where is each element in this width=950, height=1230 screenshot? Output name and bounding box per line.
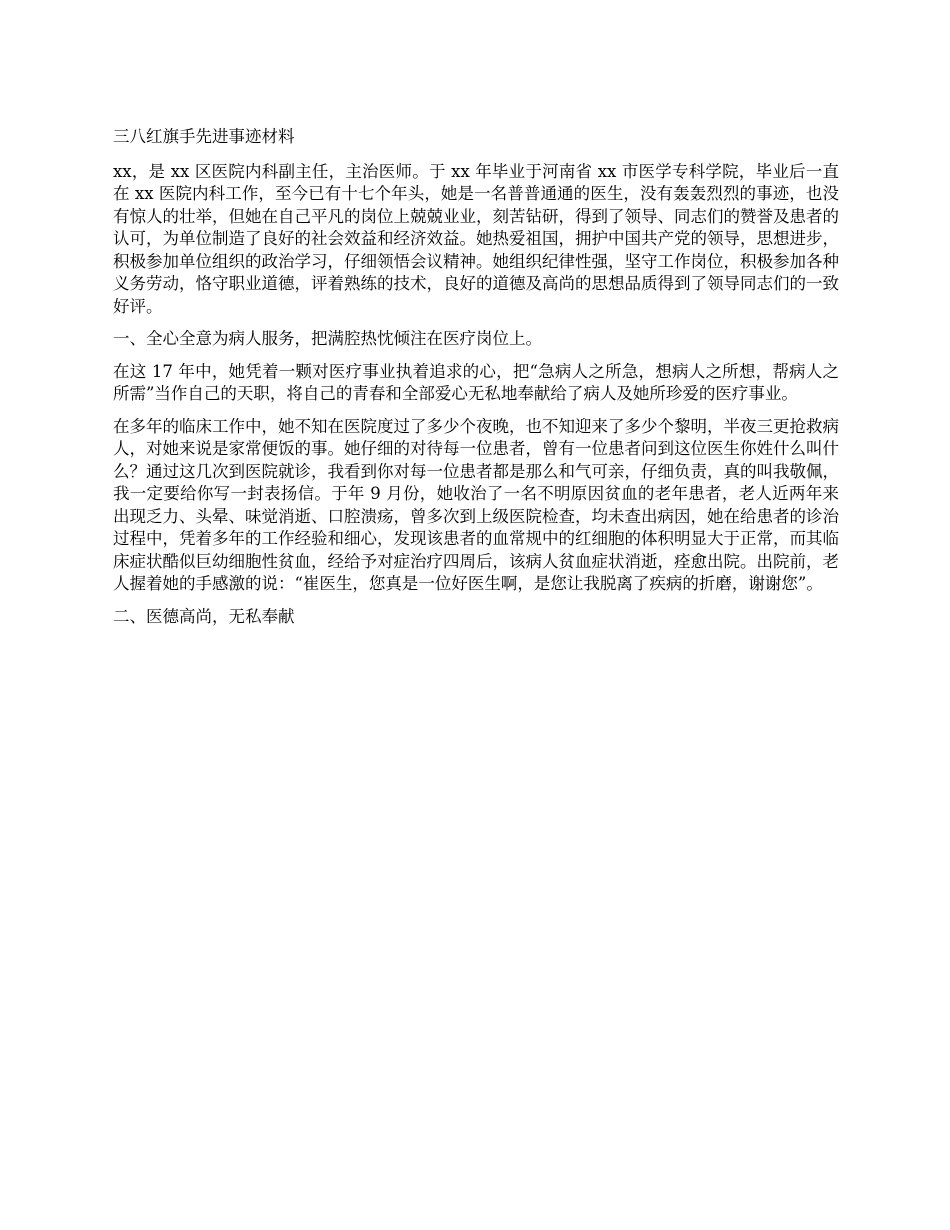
section-heading-2: 二、医德高尚，无私奉献 [113,606,295,626]
paragraph-intro: xx，是 xx 区医院内科副主任，主治医师。于 xx 年毕业于河南省 xx 市医学专科学院，毕业后一直在 xx 医院内科工作，至今已有十七个年头，她是一名普普通通的医生，没有轰轰烈烈的事迹，也没有惊人的壮举，但她在自己平凡的岗位上兢兢业业，刻苦钻研，得到了领导、同志们的赞誉及患者的认可，为单位制造了良好的社会效益和经济效益。她热爱祖国，拥护中国共产党的领导，思想进步，积极参加单位组织的政治学习，仔细领悟会议精神。她组织纪律性强，坚守工作岗位，积极参加各种义务劳动，恪守职业道德，评着熟练的技术，良好的道德及高尚的思想品质得到了领导同志们的一致好评。 [113,161,839,316]
paragraph-section1-b: 在多年的临床工作中，她不知在医院度过了多少个夜晚，也不知迎来了多少个黎明，半夜三更抢救病人，对她来说是家常便饭的事。她仔细的对待每一位患者，曾有一位患者问到这位医生你姓什么叫什么？通过这几次到医院就诊，我看到你对每一位患者都是那么和气可亲，仔细负责，真的叫我敬佩，我一定要给你写一封表扬信。于年 9 月份，她收治了一名不明原因贫血的老年患者，老人近两年来出现乏力、头晕、味觉消逝、口腔溃疡，曾多次到上级医院检查，均未查出病因，她在给患者的诊治过程中，凭着多年的工作经验和细心，发现该患者的血常规中的红细胞的体积明显大于正常，而其临床症状酷似巨幼细胞性贫血，经给予对症治疗四周后，该病人贫血症状消逝，痊愈出院。出院前，老人握着她的手感激的说：“崔医生，您真是一位好医生啊，是您让我脱离了疾病的折磨，谢谢您”。 [113,416,839,593]
paragraph-section1-a: 在这 17 年中，她凭着一颗对医疗事业执着追求的心，把“急病人之所急，想病人之所想，帮病人之所需”当作自己的天职，将自己的青春和全部爱心无私地奉献给了病人及她所珍爱的医疗事业。 [113,361,839,403]
section-heading-1: 一、全心全意为病人服务，把满腔热忱倾注在医疗岗位上。 [113,329,542,348]
document-page [113,126,839,638]
document-title: 三八红旗手先进事迹材料 [113,127,295,146]
